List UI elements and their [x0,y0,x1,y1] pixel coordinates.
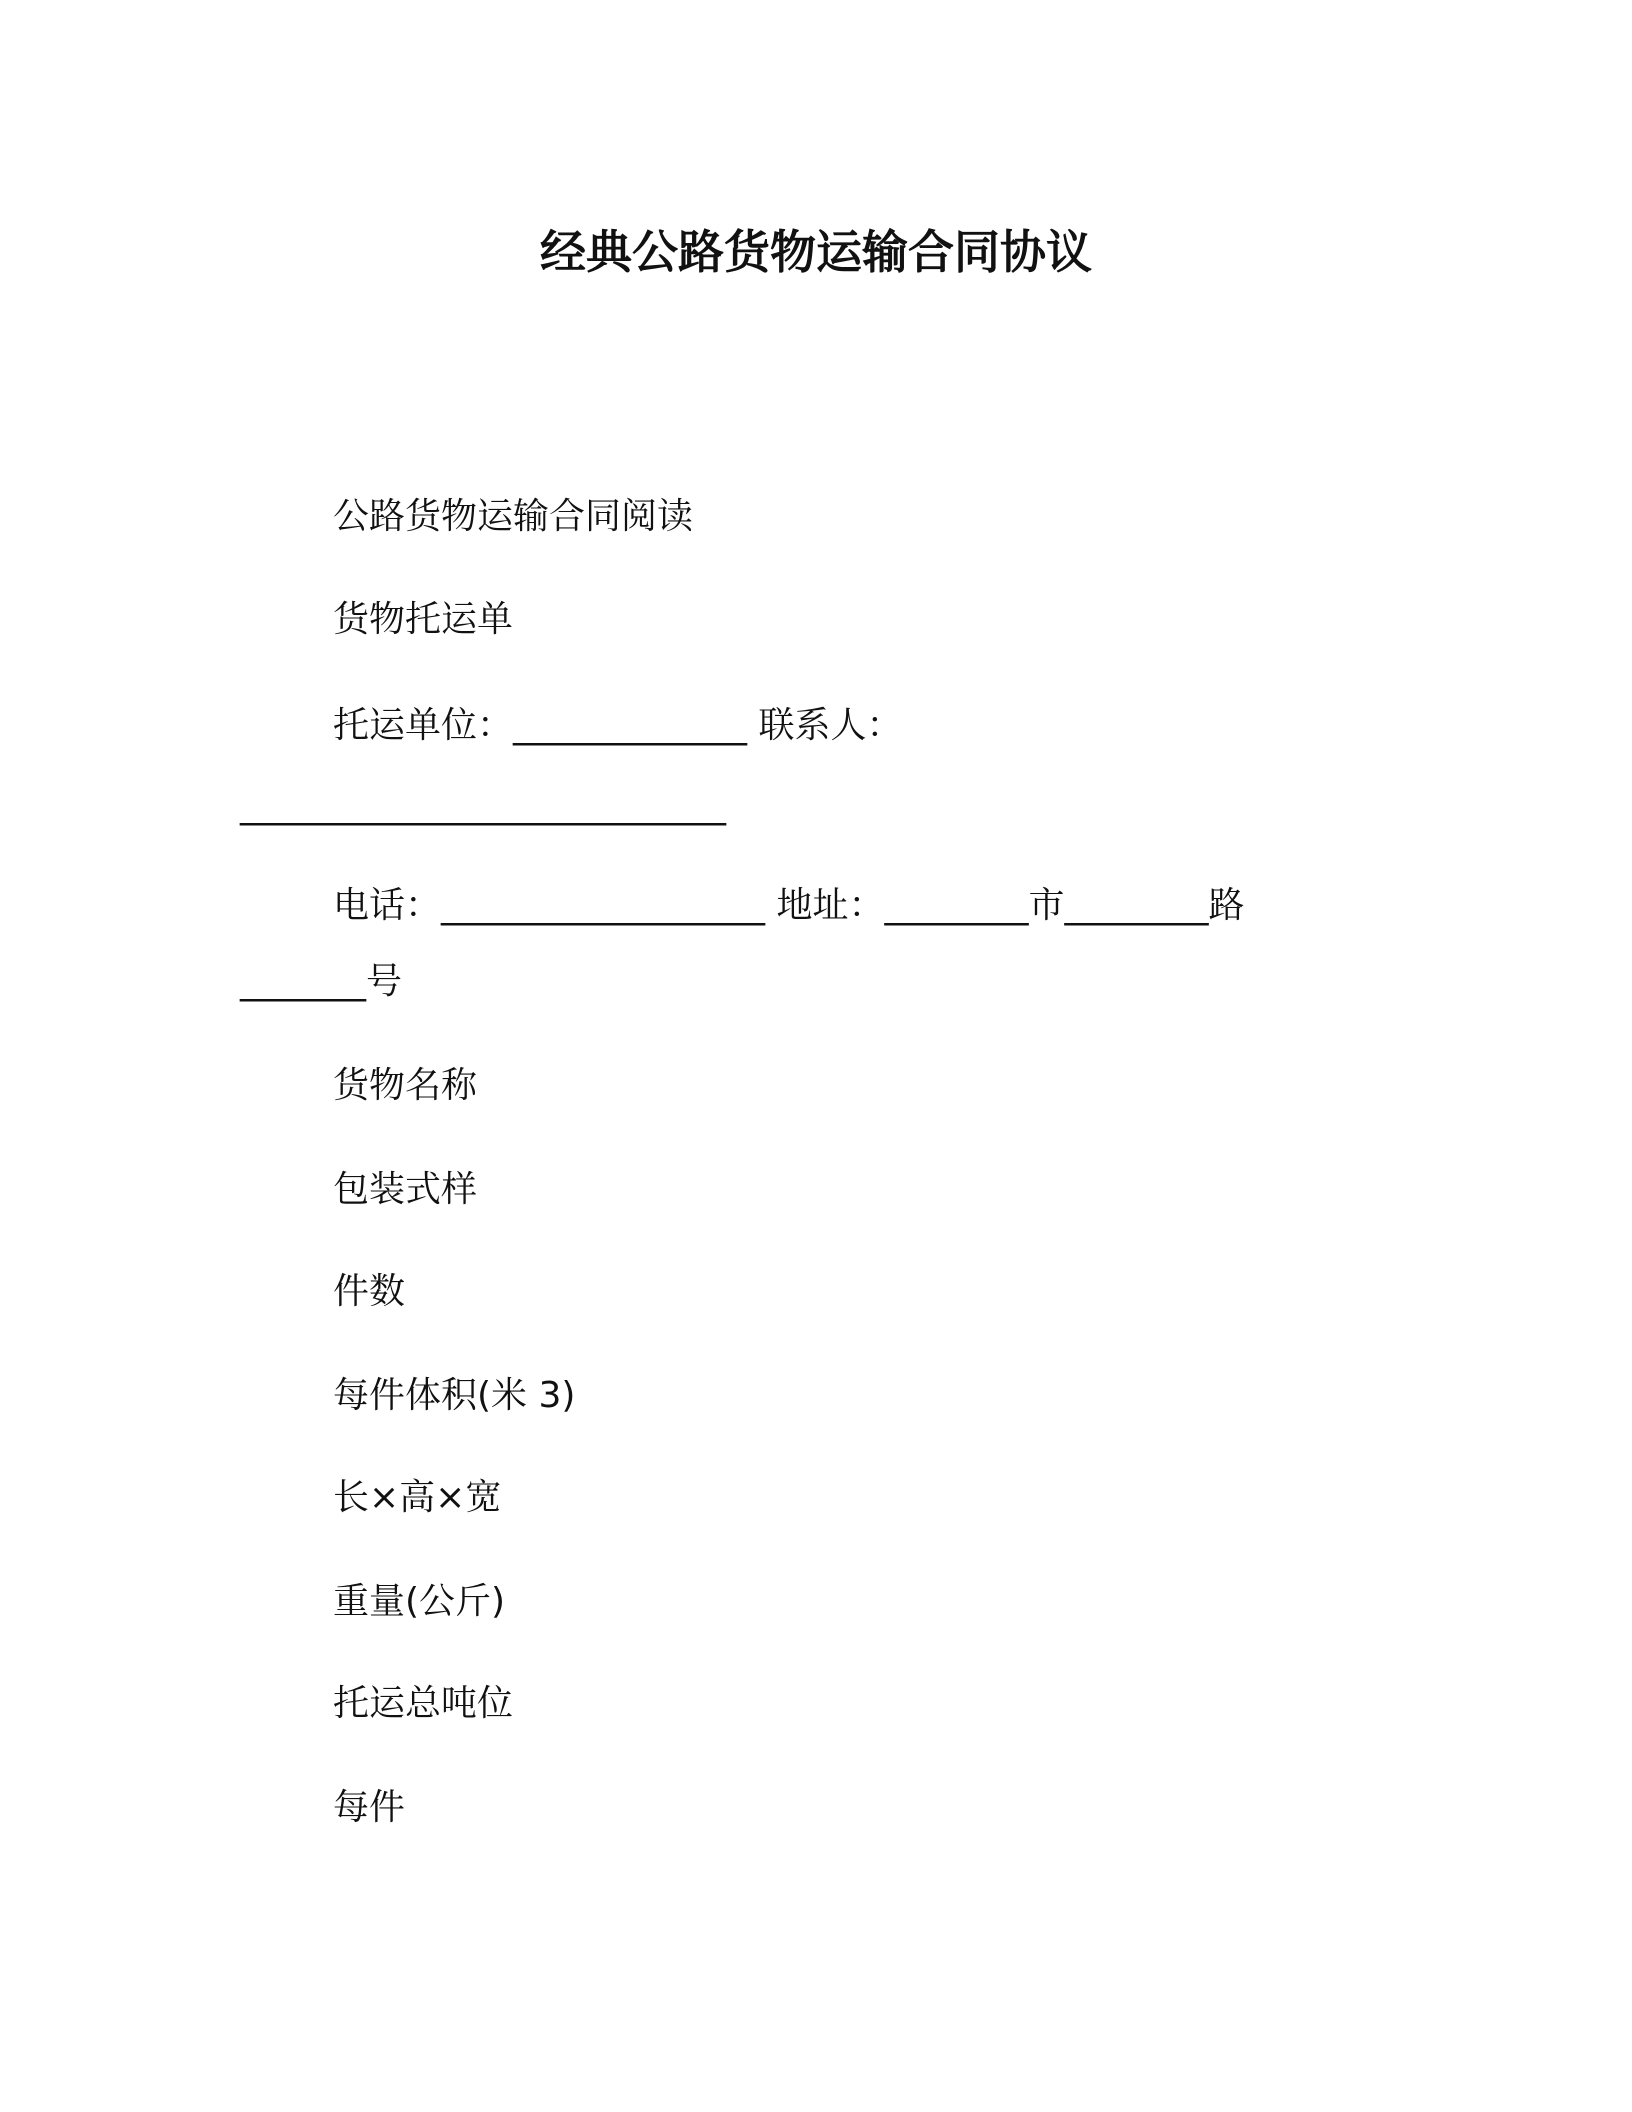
shipper-unit-contact-line: 托运单位：_____________ 联系人： [333,705,903,746]
section-heading-reading: 公路货物运输合同阅读 [333,496,694,537]
phone-address-line: 电话：__________________ 地址：________市________路 [333,885,1245,926]
field-goods-name: 货物名称 [333,1065,478,1106]
field-dimensions: 长×高×宽 [333,1477,502,1518]
field-volume-per-piece: 每件体积(米 3) [333,1375,576,1416]
field-piece-count: 件数 [333,1271,406,1312]
contact-blank-line: ___________________________ [240,785,726,826]
document-title: 经典公路货物运输合同协议 [540,225,1092,279]
field-per-piece: 每件 [333,1787,406,1828]
section-heading-consignment-note: 货物托运单 [333,599,514,640]
address-number-line: _______号 [240,961,403,1002]
field-weight: 重量(公斤) [333,1581,506,1622]
field-packaging-style: 包装式样 [333,1169,478,1210]
field-total-tonnage: 托运总吨位 [333,1683,514,1724]
